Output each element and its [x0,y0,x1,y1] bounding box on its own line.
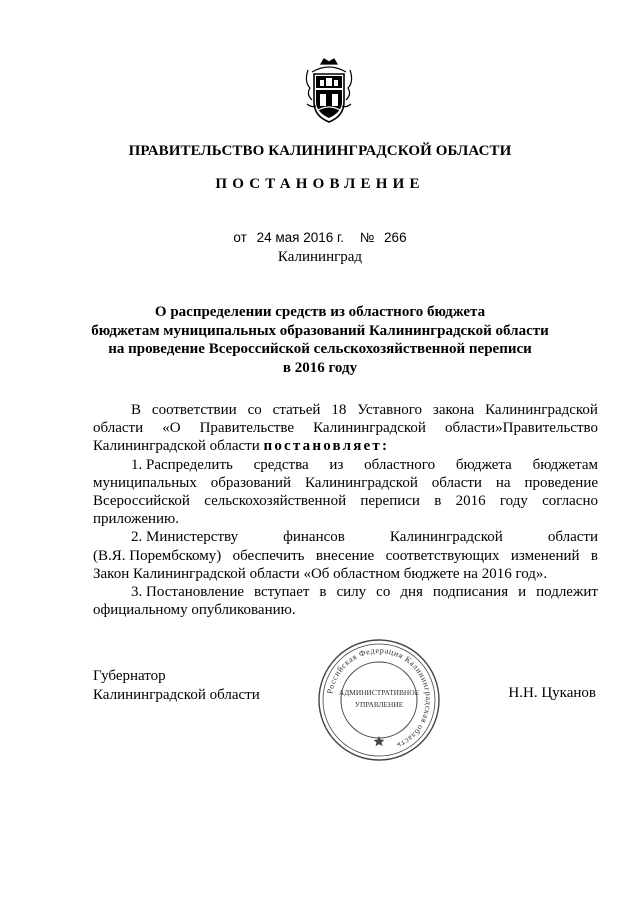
word: подписания [432,584,509,601]
word: финансов [283,529,345,546]
position-line: Губернатор [93,668,166,684]
word: Правительстве [199,420,295,437]
item-2-line [93,528,598,546]
word: областного [364,456,436,473]
document-number: 266 [384,230,407,245]
date-number-line [0,230,640,245]
word: Уставного [357,402,422,418]
word: сельскохозяйственной [204,493,347,510]
word: со [376,584,391,601]
word: подлежит [536,584,598,601]
word: области [431,474,482,491]
word: 1. Распределить [131,456,233,473]
word: Калининградской [305,474,418,491]
word: 3. Постановление [131,584,245,601]
preamble-line [93,401,598,419]
official-seal-stamp [316,637,442,763]
word: 18 [331,402,347,418]
word: соответствии [151,402,237,418]
word: области [547,529,598,546]
word: проведение [524,474,598,491]
item-3-line: официальному опубликованию. [93,602,296,619]
word: и [518,584,527,601]
seal-center-line-1: АДМИНИСТРАТИВНОЕ [338,688,420,697]
word: бюджетам [532,456,598,473]
word: в [434,493,442,510]
resolves-keyword: постановляет: [263,438,390,455]
word: закона [432,402,475,418]
signatory-position [93,667,260,705]
word: муниципальных [93,474,197,491]
word: В [131,402,142,418]
coat-of-arms-emblem [304,58,354,124]
word: силу [336,584,367,601]
date-prefix: от [233,230,247,245]
word: внесение [315,547,375,564]
word: (В.Я. Порембскому) [93,547,222,564]
preamble-line [93,419,598,437]
word: средства [253,456,309,473]
seal-center-line-2: УПРАВЛЕНИЕ [354,700,404,709]
word: Калининградской [485,402,598,418]
word: в [590,547,598,564]
heading-line: бюджетам муниципальных образований Калининградской области [91,322,549,339]
word: переписи [360,493,420,510]
word: на [495,474,511,491]
word: вступает [254,584,310,601]
city: Калининград [277,249,363,265]
item-2-line: Закон Калининградской области «Об областном бюджете на 2016 год». [93,565,548,582]
item-3-line [93,583,598,601]
word: Калининградской [313,420,426,437]
heading-line: в 2016 году [282,359,358,376]
word: согласно [542,493,598,510]
word: дня [400,584,423,601]
word: Калининградской [389,529,503,546]
word: области»Правительство [445,420,598,437]
word: бюджета [455,456,512,473]
word: изменений [510,547,580,564]
word: со [247,402,262,418]
word: Всероссийской [93,493,190,510]
word: 2. Министерству [131,529,239,546]
signatory-name: Н.Н. Цуканов [508,685,596,701]
word: 2016 [455,493,486,510]
item-1-line [93,492,598,510]
word: обеспечить [232,547,305,564]
item-2-line [93,547,598,565]
position-line: Калининградской области [93,687,260,703]
word: из [329,456,344,473]
government-title: ПРАВИТЕЛЬСТВО КАЛИНИНГРАДСКОЙ ОБЛАСТИ [128,143,512,159]
number-prefix: № [359,230,375,245]
item-1-line [93,456,598,474]
seal-ring-text: Российская Федерация Калининградская область [325,645,434,751]
word: году [499,493,528,510]
heading-line: О распределении средств из областного бюджета [154,304,486,320]
word: соответствующих [385,547,500,564]
item-1-line: приложению. [93,511,180,528]
word: «О [162,420,181,437]
document-heading [0,303,640,377]
heading-line: на проведение Всероссийской сельскохозяйственной переписи [108,341,532,357]
word: статьей [272,402,321,418]
item-1-line [93,474,598,492]
document-date: 24 мая 2016 г. [256,230,345,245]
word: области [93,420,144,437]
document-body [93,401,598,619]
word: образований [210,474,292,491]
word: в [319,584,327,601]
preamble-text: Калининградской области [93,438,260,455]
document-type: ПОСТАНОВЛЕНИЕ [215,176,425,192]
preamble-line [93,437,598,455]
